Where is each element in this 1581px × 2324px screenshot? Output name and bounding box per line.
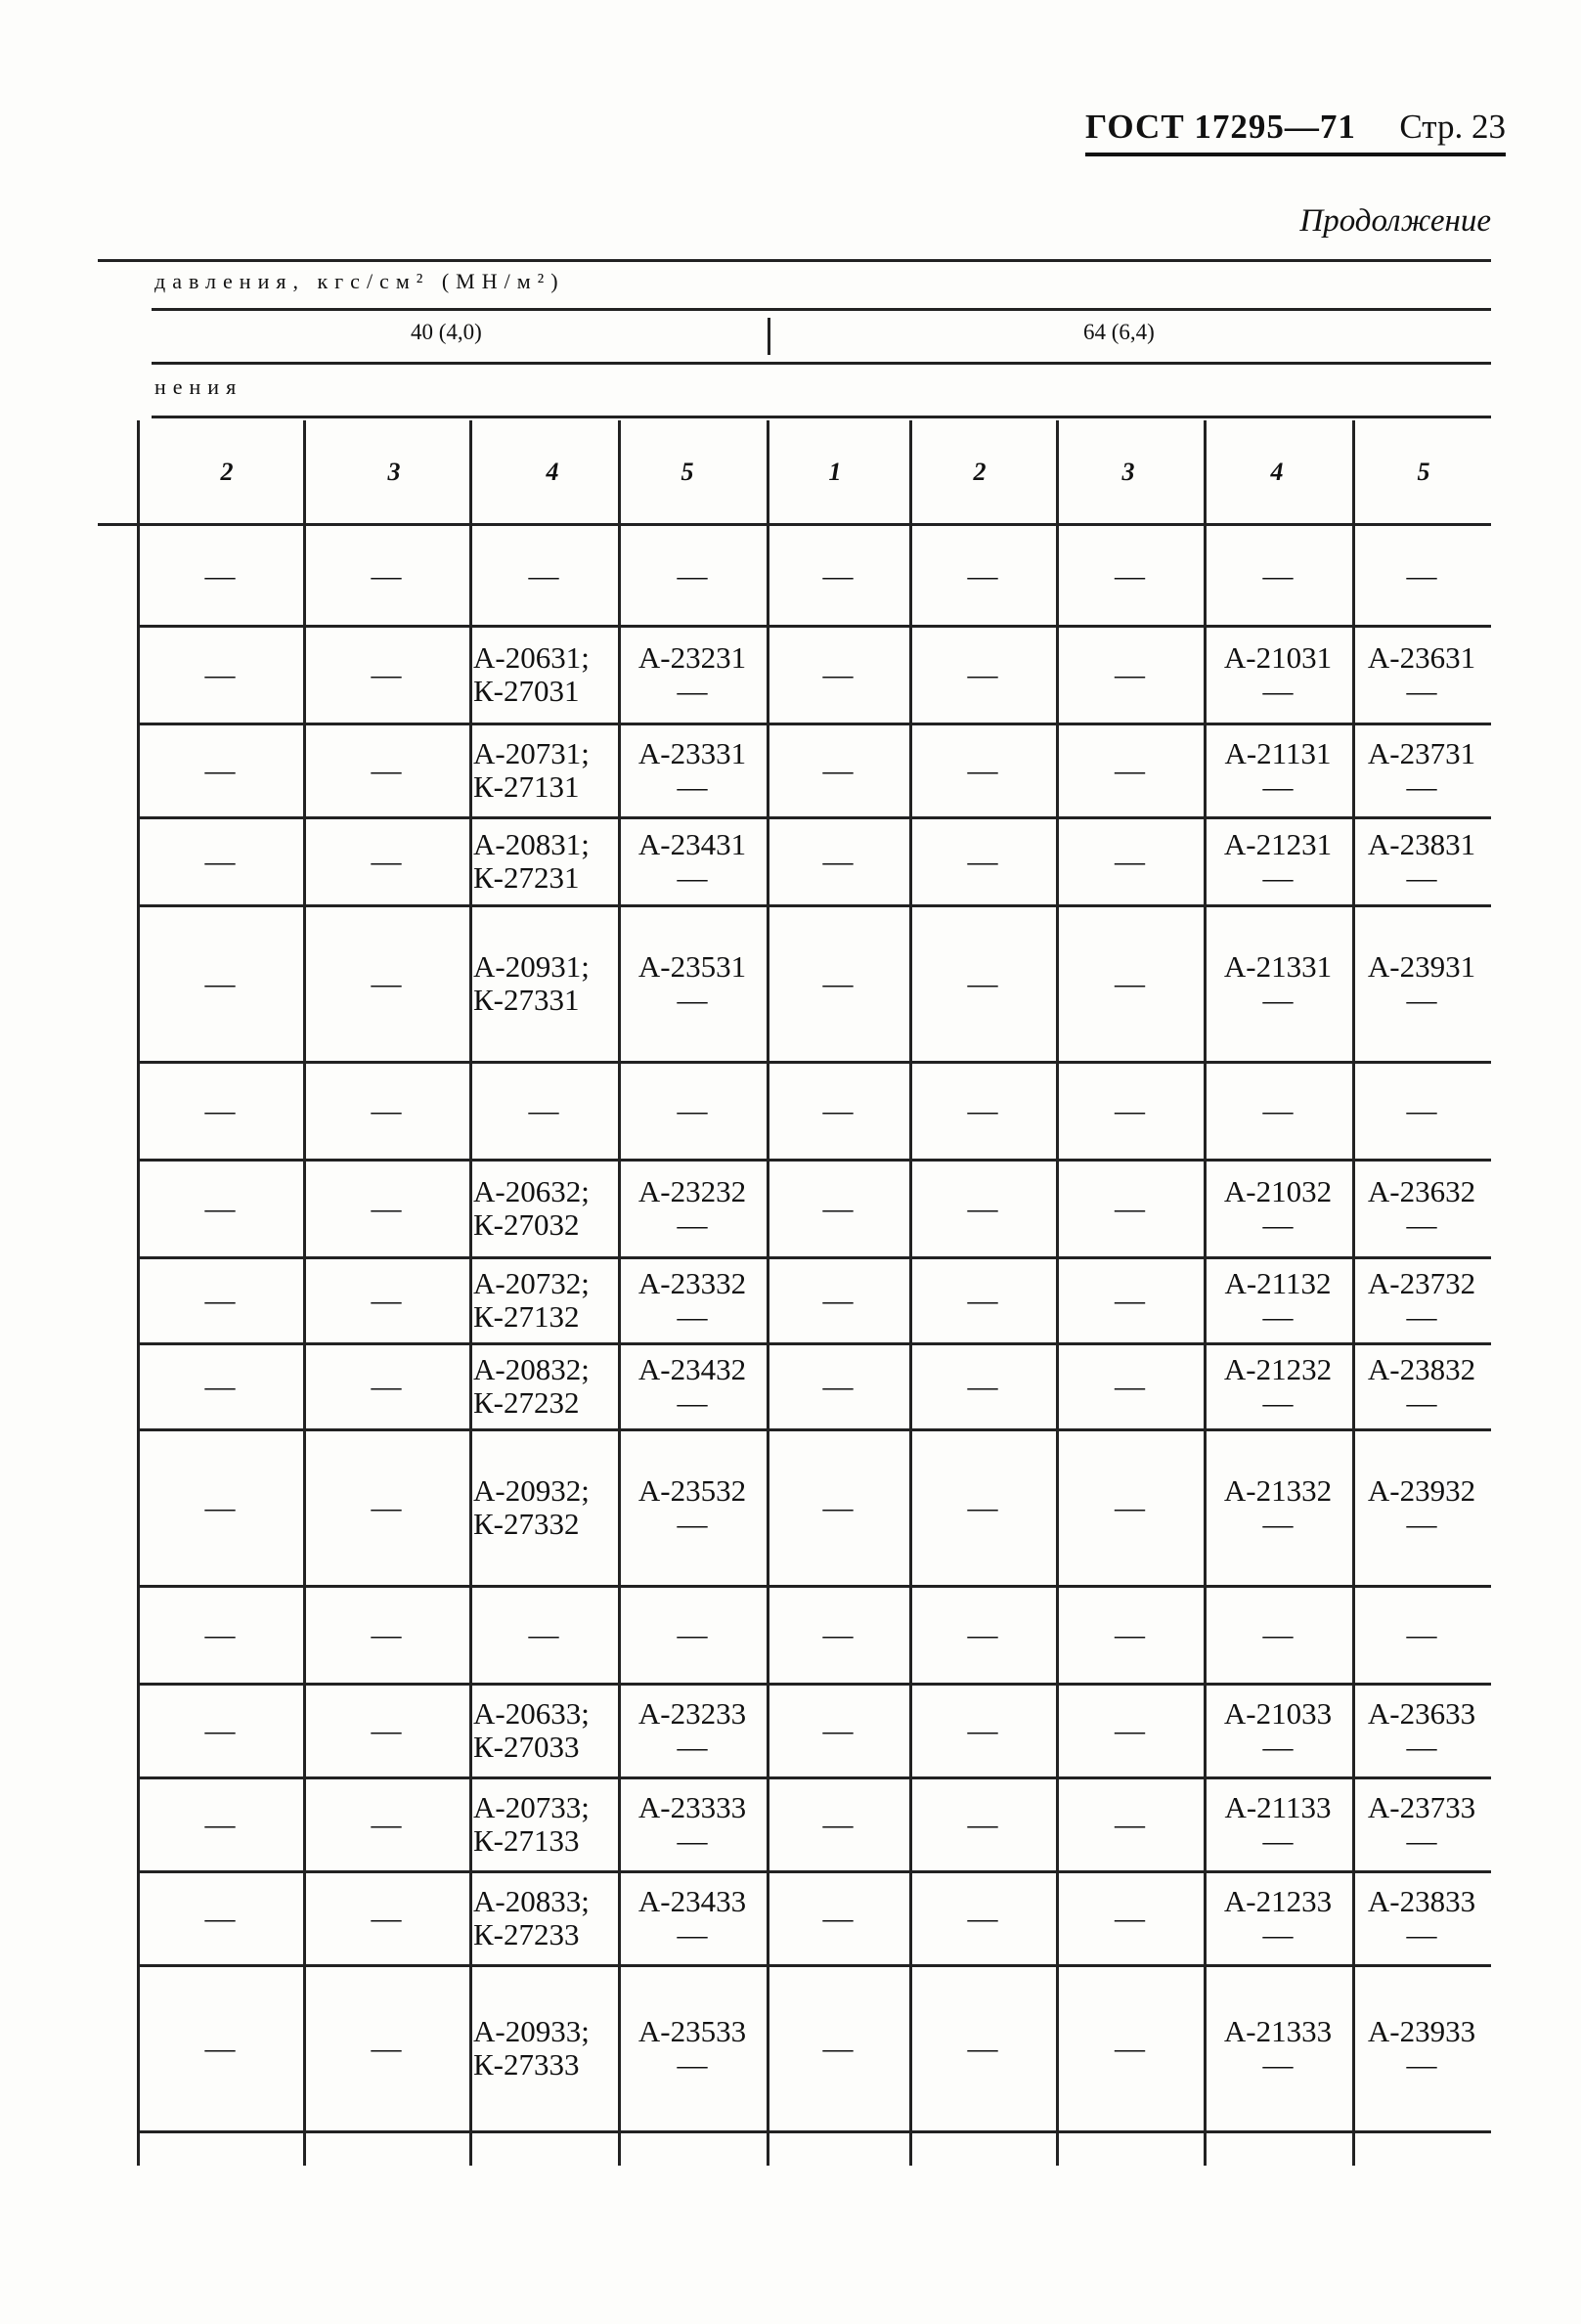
table-cell: —: [767, 528, 909, 626]
cell-line-primary: А-20733;: [473, 1790, 590, 1824]
table-cell: —: [1056, 1871, 1204, 1965]
sub-caption-rule: [152, 416, 1491, 418]
cell-line-secondary: К-27033: [473, 1730, 580, 1764]
table-cell: —: [303, 1160, 469, 1257]
cell-line-primary: А-23433: [637, 1884, 747, 1918]
cell-line-primary: А-23232: [637, 1174, 747, 1208]
table-cell: [469, 626, 618, 724]
table-row: [137, 1777, 1491, 1871]
table-cell: —: [137, 724, 303, 817]
table-cell: —: [469, 1586, 618, 1684]
cell-line-primary: А-23832: [1367, 1352, 1476, 1386]
table-cell: —: [303, 817, 469, 905]
table-cell: [469, 1684, 618, 1777]
cell-line-secondary: —: [1262, 1299, 1294, 1334]
table-cell: —: [137, 1160, 303, 1257]
pressure-group-64: 64 (6,4): [1083, 320, 1155, 344]
table-row: [137, 528, 1491, 626]
cell-line-secondary: К-27232: [473, 1385, 580, 1420]
table-cell: [618, 1343, 767, 1429]
table-row: [137, 1343, 1491, 1429]
cell-line-primary: А-21033: [1223, 1696, 1333, 1731]
cell-line-primary: А-20832;: [473, 1352, 590, 1386]
table-top-rule: [98, 259, 1491, 262]
table-cell: —: [909, 905, 1056, 1062]
table-row: [137, 905, 1491, 1062]
cell-line-primary: А-23831: [1367, 827, 1476, 861]
cell-line-primary: А-20933;: [473, 2014, 590, 2048]
table-cell: —: [137, 1684, 303, 1777]
table-cell: [469, 817, 618, 905]
cell-line-primary: А-20731;: [473, 736, 590, 770]
table-cell: —: [137, 905, 303, 1062]
cell-line-secondary: К-27032: [473, 1207, 580, 1242]
table-cell: —: [1056, 1777, 1204, 1871]
column-number: 4: [546, 458, 559, 486]
table-cell: —: [767, 1586, 909, 1684]
table-cell: [1204, 1343, 1352, 1429]
table-cell: —: [909, 1871, 1056, 1965]
column-number: 2: [973, 458, 987, 486]
column-number: 5: [681, 458, 694, 486]
table-cell: [1352, 724, 1491, 817]
cell-line-primary: А-23833: [1367, 1884, 1476, 1918]
column-number: 4: [1270, 458, 1284, 486]
table-cell: [1204, 905, 1352, 1062]
column-number: 5: [1417, 458, 1430, 486]
data-table-body: [137, 528, 1491, 2131]
table-cell: —: [303, 1965, 469, 2131]
cell-line-secondary: —: [677, 1823, 708, 1858]
table-cell: [1204, 1257, 1352, 1343]
table-cell: [1352, 1965, 1491, 2131]
table-cell: —: [469, 1062, 618, 1160]
table-cell: —: [909, 1684, 1056, 1777]
table-cell: [469, 1871, 618, 1965]
table-cell: [618, 1257, 767, 1343]
pressure-caption: давления, кгс/см² (МН/м²): [154, 269, 565, 293]
cell-line-primary: А-23233: [637, 1696, 747, 1731]
cell-line-secondary: —: [1262, 1917, 1294, 1951]
table-cell: [1204, 1871, 1352, 1965]
table-row: [137, 817, 1491, 905]
cell-line-secondary: —: [677, 1917, 708, 1951]
table-cell: —: [137, 1777, 303, 1871]
pressure-group-rule: [152, 362, 1491, 365]
table-row: [137, 1062, 1491, 1160]
cell-line-secondary: —: [1262, 860, 1294, 895]
cell-line-primary: А-21132: [1224, 1266, 1332, 1300]
cell-line-primary: А-23531: [637, 949, 747, 984]
cell-line-primary: А-23431: [637, 827, 747, 861]
table-cell: [1204, 1160, 1352, 1257]
cell-line-secondary: —: [677, 1730, 708, 1764]
header-bottom-rule: [98, 523, 1491, 526]
table-row: [137, 1965, 1491, 2131]
cell-line-secondary: —: [1406, 1299, 1437, 1334]
table-cell: —: [909, 1586, 1056, 1684]
table-cell: [469, 1965, 618, 2131]
data-table: [137, 528, 1491, 2133]
cell-line-secondary: —: [677, 674, 708, 708]
cell-line-secondary: —: [1406, 860, 1437, 895]
cell-line-secondary: —: [1262, 1823, 1294, 1858]
table-cell: —: [767, 1062, 909, 1160]
table-cell: [1204, 724, 1352, 817]
table-cell: —: [303, 528, 469, 626]
table-cell: [1352, 1257, 1491, 1343]
table-cell: —: [1056, 1684, 1204, 1777]
table-cell: [469, 1429, 618, 1586]
table-cell: —: [909, 1429, 1056, 1586]
table-cell: [1352, 1429, 1491, 1586]
table-cell: [1352, 1160, 1491, 1257]
table-cell: —: [137, 1429, 303, 1586]
table-cell: [469, 1343, 618, 1429]
cell-line-primary: А-23432: [637, 1352, 747, 1386]
cell-line-primary: А-21331: [1223, 949, 1333, 984]
table-cell: —: [767, 905, 909, 1062]
cell-line-secondary: —: [1406, 983, 1437, 1017]
table-cell: —: [618, 1586, 767, 1684]
cell-line-secondary: —: [1262, 2047, 1294, 2082]
table-cell: [618, 1160, 767, 1257]
cell-line-primary: А-21332: [1223, 1473, 1333, 1508]
cell-line-primary: А-21131: [1224, 736, 1332, 770]
column-number: 1: [828, 458, 842, 486]
table-cell: [618, 817, 767, 905]
table-cell: —: [909, 1343, 1056, 1429]
table-cell: —: [137, 817, 303, 905]
table-cell: [469, 1257, 618, 1343]
table-row: [137, 1684, 1491, 1777]
cell-line-secondary: —: [1262, 1730, 1294, 1764]
table-cell: [1352, 1871, 1491, 1965]
cell-line-secondary: —: [1262, 983, 1294, 1017]
table-cell: —: [303, 1257, 469, 1343]
column-number: 2: [220, 458, 234, 486]
page-header: [1085, 98, 1506, 156]
table-cell: [618, 1429, 767, 1586]
table-cell: —: [909, 528, 1056, 626]
table-cell: [618, 1684, 767, 1777]
cell-line-secondary: К-27133: [473, 1823, 580, 1858]
table-cell: —: [767, 1257, 909, 1343]
cell-line-secondary: —: [1262, 1385, 1294, 1420]
cell-line-secondary: —: [677, 1385, 708, 1420]
table-cell: —: [303, 1062, 469, 1160]
table-cell: —: [767, 724, 909, 817]
table-cell: —: [303, 1871, 469, 1965]
table-cell: —: [1204, 1062, 1352, 1160]
table-cell: [1204, 817, 1352, 905]
cell-line-secondary: К-27233: [473, 1917, 580, 1951]
cell-line-primary: А-21233: [1223, 1884, 1333, 1918]
cell-line-primary: А-23633: [1367, 1696, 1476, 1731]
cell-line-primary: А-23933: [1367, 2014, 1476, 2048]
table-cell: —: [469, 528, 618, 626]
table-row: [137, 724, 1491, 817]
cell-line-secondary: —: [677, 1507, 708, 1541]
table-cell: —: [767, 1160, 909, 1257]
cell-line-secondary: —: [1406, 1507, 1437, 1541]
cell-line-secondary: —: [1406, 1385, 1437, 1420]
table-cell: —: [909, 1257, 1056, 1343]
cell-line-primary: А-23331: [637, 736, 747, 770]
table-cell: —: [137, 1062, 303, 1160]
table-cell: —: [767, 1871, 909, 1965]
table-cell: —: [909, 1160, 1056, 1257]
standard-code: ГОСТ 17295—71: [1085, 108, 1356, 146]
table-cell: [1352, 626, 1491, 724]
cell-line-secondary: —: [677, 1299, 708, 1334]
table-cell: —: [1056, 1343, 1204, 1429]
cell-line-secondary: К-27131: [473, 769, 580, 804]
cell-line-primary: А-23931: [1367, 949, 1476, 984]
table-cell: [618, 1871, 767, 1965]
table-cell: —: [303, 1343, 469, 1429]
cell-line-secondary: —: [1406, 769, 1437, 804]
pressure-group-40: 40 (4,0): [411, 320, 482, 344]
cell-line-secondary: —: [677, 860, 708, 895]
cell-line-primary: А-20732;: [473, 1266, 590, 1300]
cell-line-primary: А-23932: [1367, 1473, 1476, 1508]
table-cell: [618, 724, 767, 817]
table-cell: [1204, 1429, 1352, 1586]
cell-line-secondary: —: [1406, 2047, 1437, 2082]
cell-line-primary: А-20932;: [473, 1473, 590, 1508]
table-cell: —: [909, 1965, 1056, 2131]
table-cell: —: [303, 1684, 469, 1777]
table-cell: —: [618, 1062, 767, 1160]
table-cell: —: [137, 1586, 303, 1684]
cell-line-secondary: —: [1406, 1917, 1437, 1951]
table-cell: —: [137, 1965, 303, 2131]
table-cell: [618, 1965, 767, 2131]
table-cell: —: [909, 1062, 1056, 1160]
table-cell: —: [137, 1871, 303, 1965]
table-cell: —: [1056, 1965, 1204, 2131]
cell-line-secondary: К-27332: [473, 1507, 580, 1541]
table-cell: [618, 626, 767, 724]
table-cell: —: [909, 724, 1056, 817]
cell-line-secondary: —: [1262, 674, 1294, 708]
table-cell: —: [767, 817, 909, 905]
table-cell: —: [137, 626, 303, 724]
table-cell: —: [1352, 528, 1491, 626]
cell-line-primary: А-21232: [1223, 1352, 1333, 1386]
cell-line-primary: А-23332: [637, 1266, 747, 1300]
cell-line-primary: А-21133: [1224, 1790, 1332, 1824]
cell-line-primary: А-23333: [637, 1790, 747, 1824]
table-row: [137, 1160, 1491, 1257]
cell-line-primary: А-20931;: [473, 949, 590, 984]
table-cell: [618, 905, 767, 1062]
table-cell: —: [767, 1965, 909, 2131]
table-cell: —: [909, 1777, 1056, 1871]
table-cell: —: [1056, 817, 1204, 905]
table-cell: —: [1056, 626, 1204, 724]
table-cell: —: [303, 626, 469, 724]
table-cell: [1204, 1965, 1352, 2131]
table-cell: [1204, 1777, 1352, 1871]
table-cell: —: [767, 1684, 909, 1777]
cell-line-primary: А-20631;: [473, 640, 590, 675]
pressure-group-divider: [768, 318, 770, 355]
cell-line-primary: А-23733: [1367, 1790, 1476, 1824]
table-cell: —: [303, 1429, 469, 1586]
page-number: Стр. 23: [1399, 108, 1506, 146]
table-cell: —: [1056, 1429, 1204, 1586]
cell-line-secondary: —: [1262, 1207, 1294, 1242]
table-cell: [1352, 1777, 1491, 1871]
cell-line-primary: А-20633;: [473, 1696, 590, 1731]
table-row: [137, 1871, 1491, 1965]
table-cell: [469, 724, 618, 817]
table-cell: —: [137, 528, 303, 626]
table-cell: —: [137, 1343, 303, 1429]
cell-line-secondary: —: [1406, 1207, 1437, 1242]
table-cell: —: [909, 626, 1056, 724]
cell-line-primary: А-21231: [1223, 827, 1333, 861]
table-cell: —: [909, 817, 1056, 905]
cell-line-secondary: К-27231: [473, 860, 580, 895]
cell-line-primary: А-20833;: [473, 1884, 590, 1918]
table-cell: [618, 1777, 767, 1871]
table-cell: —: [1056, 1257, 1204, 1343]
table-cell: [1352, 905, 1491, 1062]
cell-line-secondary: К-27132: [473, 1299, 580, 1334]
table-cell: [469, 905, 618, 1062]
cell-line-primary: А-21031: [1223, 640, 1333, 675]
cell-line-secondary: —: [677, 2047, 708, 2082]
cell-line-primary: А-20831;: [473, 827, 590, 861]
cell-line-secondary: —: [1262, 1507, 1294, 1541]
cell-line-primary: А-23631: [1367, 640, 1476, 675]
cell-line-secondary: К-27333: [473, 2047, 580, 2082]
column-number: 3: [1121, 458, 1135, 486]
cell-line-primary: А-23731: [1367, 736, 1476, 770]
pressure-caption-rule: [152, 308, 1491, 311]
cell-line-secondary: —: [1406, 674, 1437, 708]
table-cell: [1204, 1684, 1352, 1777]
table-cell: [1352, 1684, 1491, 1777]
cell-line-primary: А-21333: [1223, 2014, 1333, 2048]
cell-line-primary: А-21032: [1223, 1174, 1333, 1208]
table-cell: —: [618, 528, 767, 626]
table-cell: —: [1204, 528, 1352, 626]
table-cell: —: [767, 1777, 909, 1871]
table-cell: —: [767, 626, 909, 724]
table-cell: —: [1056, 905, 1204, 1062]
table-cell: —: [1204, 1586, 1352, 1684]
cell-line-secondary: —: [677, 1207, 708, 1242]
table-cell: [1352, 817, 1491, 905]
table-cell: —: [767, 1343, 909, 1429]
cell-line-secondary: —: [677, 983, 708, 1017]
cell-line-primary: А-20632;: [473, 1174, 590, 1208]
table-row: [137, 1429, 1491, 1586]
sub-caption: нения: [154, 374, 243, 399]
table-cell: —: [303, 724, 469, 817]
cell-line-secondary: —: [1262, 769, 1294, 804]
table-cell: —: [303, 905, 469, 1062]
table-cell: —: [137, 1257, 303, 1343]
cell-line-secondary: —: [677, 769, 708, 804]
table-cell: —: [303, 1586, 469, 1684]
table-cell: —: [303, 1777, 469, 1871]
table-cell: —: [1056, 1160, 1204, 1257]
table-cell: —: [767, 1429, 909, 1586]
table-row: [137, 626, 1491, 724]
cell-line-secondary: —: [1406, 1730, 1437, 1764]
table-cell: —: [1352, 1062, 1491, 1160]
table-cell: —: [1056, 1586, 1204, 1684]
table-cell: [469, 1777, 618, 1871]
cell-line-primary: А-23732: [1367, 1266, 1476, 1300]
table-cell: —: [1056, 724, 1204, 817]
column-number: 3: [387, 458, 401, 486]
cell-line-secondary: К-27031: [473, 674, 580, 708]
cell-line-secondary: К-27331: [473, 983, 580, 1017]
table-cell: [469, 1160, 618, 1257]
table-row: [137, 1586, 1491, 1684]
table-cell: —: [1352, 1586, 1491, 1684]
table-cell: [1352, 1343, 1491, 1429]
cell-line-secondary: —: [1406, 1823, 1437, 1858]
cell-line-primary: А-23532: [637, 1473, 747, 1508]
table-cell: —: [1056, 528, 1204, 626]
continuation-label: Продолжение: [1299, 203, 1491, 239]
table-cell: —: [1056, 1062, 1204, 1160]
cell-line-primary: А-23632: [1367, 1174, 1476, 1208]
table-row: [137, 1257, 1491, 1343]
table-cell: [1204, 626, 1352, 724]
cell-line-primary: А-23231: [637, 640, 747, 675]
cell-line-primary: А-23533: [637, 2014, 747, 2048]
